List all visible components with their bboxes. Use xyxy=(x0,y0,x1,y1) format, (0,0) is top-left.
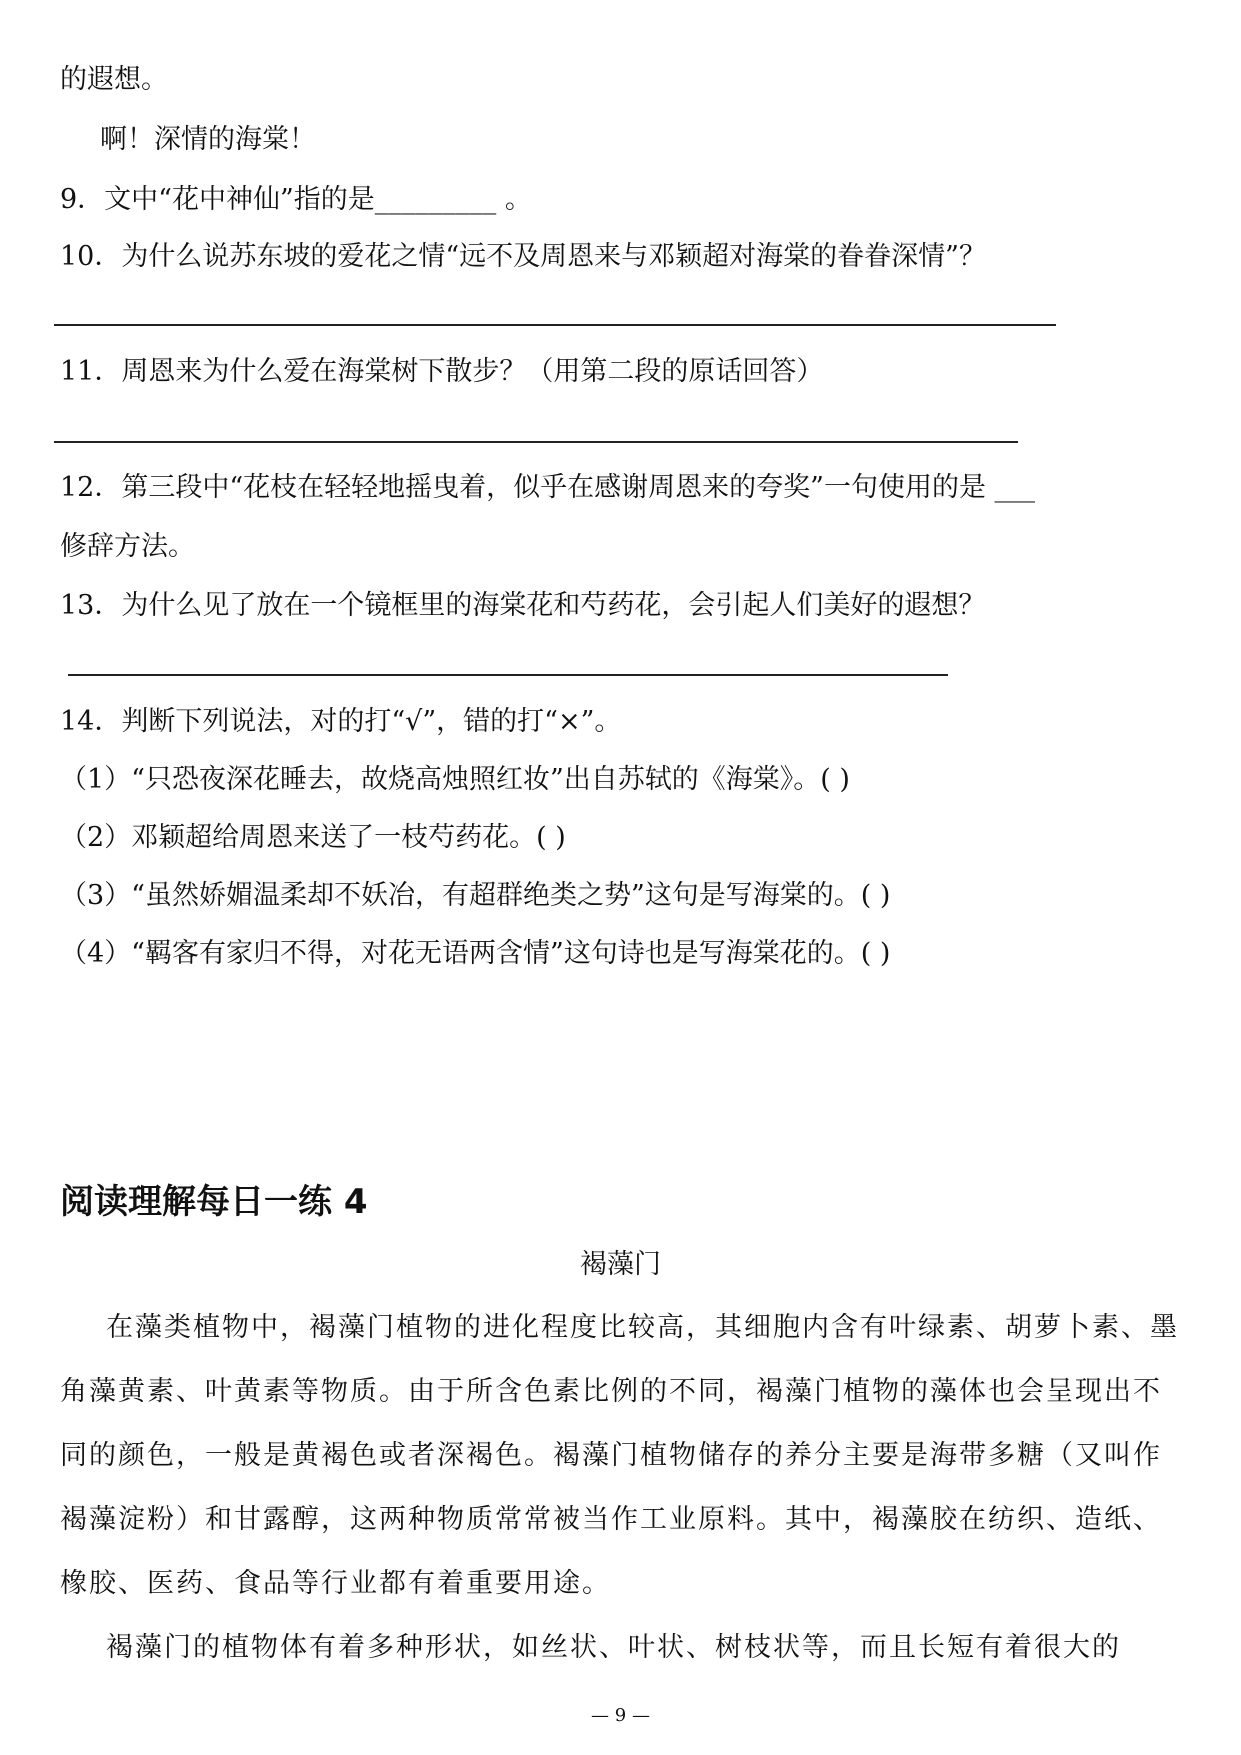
article-paragraph: 褐藻门的植物体有着多种形状，如丝状、叶状、树枝状等，而且长短有着很大的 xyxy=(106,1632,1121,1663)
question-9: 9．文中“花中神仙”指的是_________ 。 xyxy=(60,184,532,215)
answer-line xyxy=(54,441,1018,443)
question-14-item: （1）“只恐夜深花睡去，故烧高烛照红妆”出自苏轼的《海棠》。( ) xyxy=(60,764,850,795)
question-12: 12．第三段中“花枝在轻轻地摇曳着，似乎在感谢周恩来的夸奖”一句使用的是 ___ xyxy=(60,472,1036,503)
question-14: 14．判断下列说法，对的打“√”，错的打“×”。 xyxy=(60,706,622,737)
question-14-item: （4）“羁客有家归不得，对花无语两含情”这句诗也是写海棠花的。( ) xyxy=(60,938,891,969)
question-13: 13．为什么见了放在一个镜框里的海棠花和芍药花，会引起人们美好的遐想？ xyxy=(60,590,986,621)
question-10: 10．为什么说苏东坡的爱花之情“远不及周恩来与邓颖超对海棠的眷眷深情”？ xyxy=(60,241,986,272)
question-12-cont: 修辞方法。 xyxy=(60,531,195,562)
answer-line xyxy=(54,324,1056,326)
text-line: 啊！深情的海棠！ xyxy=(100,124,316,155)
text-line: 的遐想。 xyxy=(60,64,168,95)
question-14-item: （2）邓颖超给周恩来送了一枝芍药花。( ) xyxy=(60,822,566,853)
section-heading: 阅读理解每日一练 4 xyxy=(60,1182,368,1222)
answer-line xyxy=(68,674,948,676)
article-paragraph: 在藻类植物中，褐藻门植物的进化程度比较高，其细胞内含有叶绿素、胡萝卜素、墨角藻黄素、叶黄素等物质。由于所含色素比例的不同，褐藻门植物的藻体也会呈现出不同的颜色，一般是黄褐色或者深褐色。褐藻门植物储存的养分主要是海带多糖（又叫作褐藻淀粉）和甘露醇，这两种物质常常被当作工业原料。其中，褐藻胶在纺织、造纸、橡胶、医药、食品等行业都有着重要用途。 xyxy=(60,1312,1179,1599)
page-number: — 9 — xyxy=(591,1705,650,1726)
question-14-item: （3）“虽然娇媚温柔却不妖冶，有超群绝类之势”这句是写海棠的。( ) xyxy=(60,880,891,911)
question-11: 11．周恩来为什么爱在海棠树下散步？（用第二段的原话回答） xyxy=(60,356,824,387)
article-title: 褐藻门 xyxy=(580,1249,661,1280)
